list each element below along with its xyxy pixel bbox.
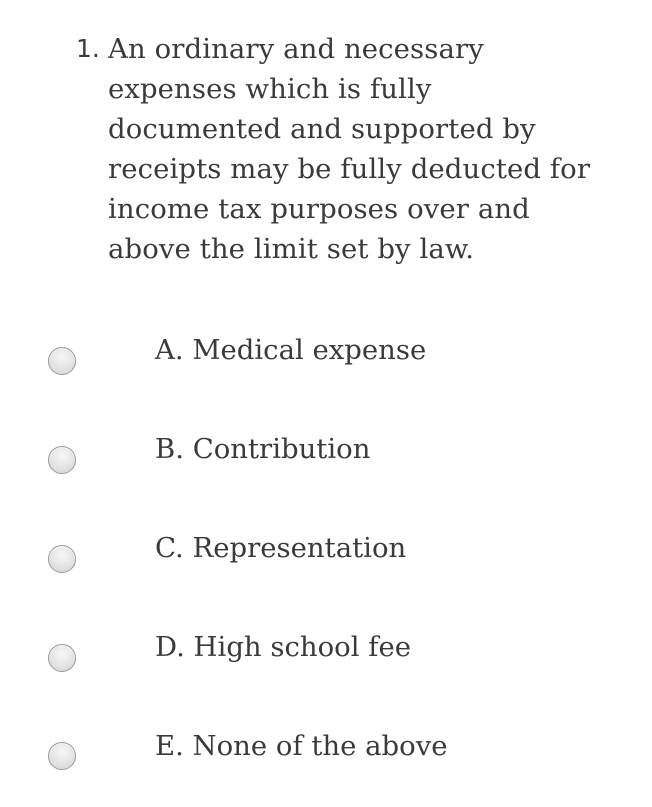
option-a[interactable] [0, 330, 652, 390]
radio-button-icon[interactable] [48, 446, 76, 474]
question [76, 29, 616, 269]
option-b[interactable] [0, 429, 652, 489]
option-c[interactable] [0, 528, 652, 588]
radio-button-icon[interactable] [48, 742, 76, 770]
option-label: D. High school fee [155, 631, 411, 663]
question-number: 1. [76, 34, 100, 63]
question-text: An ordinary and necessary expenses which is fully documented and supported by receipts may be fully deducted for income tax purposes over and above the limit set by law. [108, 33, 591, 265]
radio-button-icon[interactable] [48, 545, 76, 573]
radio-button-icon[interactable] [48, 644, 76, 672]
option-label: C. Representation [155, 532, 407, 564]
option-d[interactable] [0, 627, 652, 687]
radio-button-icon[interactable] [48, 347, 76, 375]
option-label: A. Medical expense [155, 334, 427, 366]
option-label: B. Contribution [155, 433, 371, 465]
option-e[interactable] [0, 726, 652, 786]
option-label: E. None of the above [155, 730, 448, 762]
